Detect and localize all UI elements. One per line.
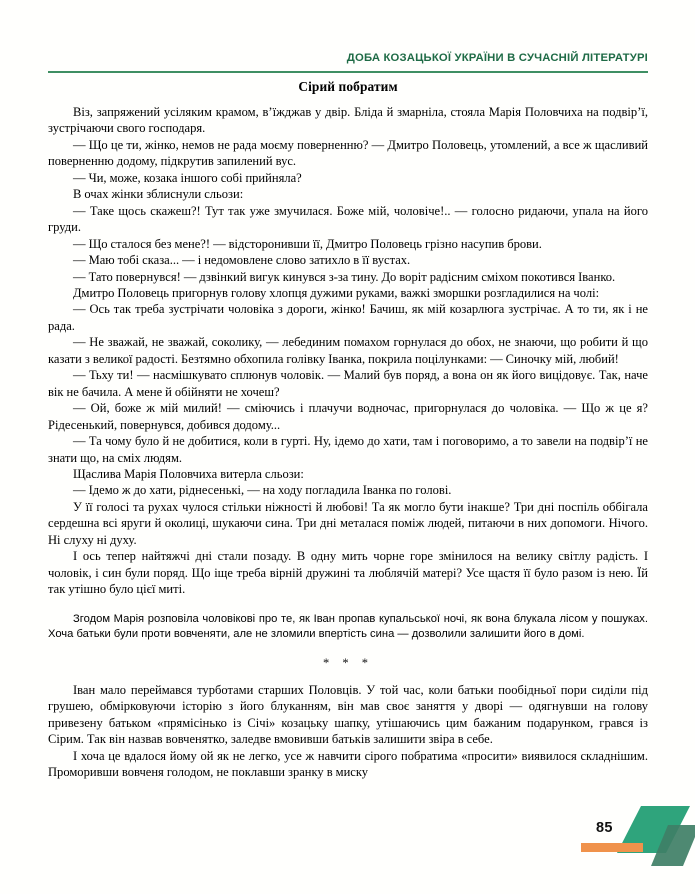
page-number: 85 xyxy=(596,820,613,836)
green-parallelogram-small xyxy=(651,825,695,866)
text-column xyxy=(48,79,648,781)
body-paragraph: — Та чому було й не добитися, коли в гурті. Ну, ідемо до хати, там і поговоримо, а то завели на подвір’ї не знати що, на сміх людям. xyxy=(48,434,648,465)
section-divider: * * * xyxy=(323,655,373,670)
body-paragraph: — Тьху ти! — насмішкувато сплюнув чоловік. — Малий був поряд, а вона он як його вицідовує. Так, наче вік не бачила. А мене й обійняти не хочеш? xyxy=(48,368,648,399)
body-paragraph: — Маю тобі сказа... — і недомовлене слово затихло в її вустах. xyxy=(73,253,411,268)
work-title: Сірий побратим xyxy=(298,79,398,94)
running-header-title: ДОБА КОЗАЦЬКОЇ УКРАЇНИ В СУЧАСНІЙ ЛІТЕРАТУРІ xyxy=(346,52,648,64)
body-paragraph: Щаслива Марія Половчиха витерла сльози: xyxy=(73,466,304,481)
body-paragraph: — Не зважай, не зважай, соколику, — лебединим помахом горнулася до обох, не знаючи, що робити й що казати з великої радості. Безтямно обхопила голівку Іванка, покрила поцілунками: — Синочку мій, любий! xyxy=(48,335,648,366)
body-paragraph: — Ой, боже ж мій милий! — сміючись і плачучи водночас, пригорнулася до чоловіка. — Що ж це я? Рідесенький, повернувся, добився додому... xyxy=(48,401,648,432)
body-paragraph: Дмитро Половець пригорнув голову хлопця дужими руками, важкі зморшки розгладилися на чолі: xyxy=(73,285,600,300)
body-paragraph: І хоча це вдалося йому ой як не легко, усе ж навчити сірого побратима «просити» виявилося складнішим. Проморивши вовченя голодом, не поклавши зранку в миску xyxy=(48,748,648,780)
body-paragraph: Віз, запряжений усіляким крамом, в’їжджав у двір. Бліда й змарніла, стояла Марія Половчиха на подвір’ї, зустрічаючи свого господаря. xyxy=(48,105,648,136)
body-paragraph: — Що це ти, жінко, немов не рада моєму поверненню? — Дмитро Половець, утомлений, а все ж щасливий поверненню додому, підкрутив запилений вус. xyxy=(48,137,648,169)
body-paragraph: І ось тепер найтяжчі дні стали позаду. В одну мить чорне горе змінилося на велику світлу радість. І чоловік, і син були поряд. Що іще треба вірній дружині та люблячій матері? Усе щастя її було разом із нею. Їй так утішно було цієї миті. xyxy=(48,549,648,597)
body-paragraph: У її голосі та рухах чулося стільки ніжності й любові! Та як могло бути інакше? Три дні поспіль оббігала сердешна всі яруги й околиці, шукаючи сина. Три дні металася поміж людей, питаючи в них допомоги. Нічого. Ні слуху ні духу. xyxy=(48,499,648,547)
body-paragraph: Іван мало переймався турботами старших Половців. У той час, коли батьки пообідньої пори сиділи під грушею, обмірковуючи історію з його блуканням, він мав своє заняття у дворі — одягнувши на голову привезену батьком «прямісінько із Січі» козацьку шапку, утішаючись цим бажаним подарунком, грався із Сірим. Так він назвав вовченятко, заледве вмовивши батьків залишити звіра в себе. xyxy=(48,682,648,747)
running-header xyxy=(48,52,648,64)
summary-paragraph: Згодом Марія розповіла чоловікові про те, як Іван пропав купальської ночі, як вона блукала лісом у пошуках. Хоча батьки були проти вовченяти, але не зломили впертість сина — дозволили залишити його в домі. xyxy=(48,612,648,641)
orange-accent-bar xyxy=(581,843,643,852)
body-paragraph: — Ось так треба зустрічати чоловіка з дороги, жінко! Бачиш, як мій козарлюга зустрічає. А то ти, як і не рада. xyxy=(48,302,648,333)
body-paragraph: В очах жінки зблиснули сльози: xyxy=(73,187,244,202)
header-rule xyxy=(48,71,648,73)
body-paragraph: — Тато повернувся! — дзвінкий вигук кинувся з-за тину. До воріт радісним сміхом покотився Іванко. xyxy=(73,269,616,284)
summary-block xyxy=(48,612,648,643)
body-paragraph: — Таке щось скажеш?! Тут так уже змучилася. Боже мій, чоловіче!.. — голосно ридаючи, упала на його груди. xyxy=(48,203,648,235)
body-paragraph: — Ідемо ж до хати, ріднесенькі, — на ходу погладила Іванка по голові. xyxy=(73,483,452,498)
body-paragraph: — Що сталося без мене?! — відсторонивши її, Дмитро Половець грізно насупив брови. xyxy=(73,236,542,251)
body-paragraph: — Чи, може, козака іншого собі прийняла? xyxy=(73,170,302,185)
